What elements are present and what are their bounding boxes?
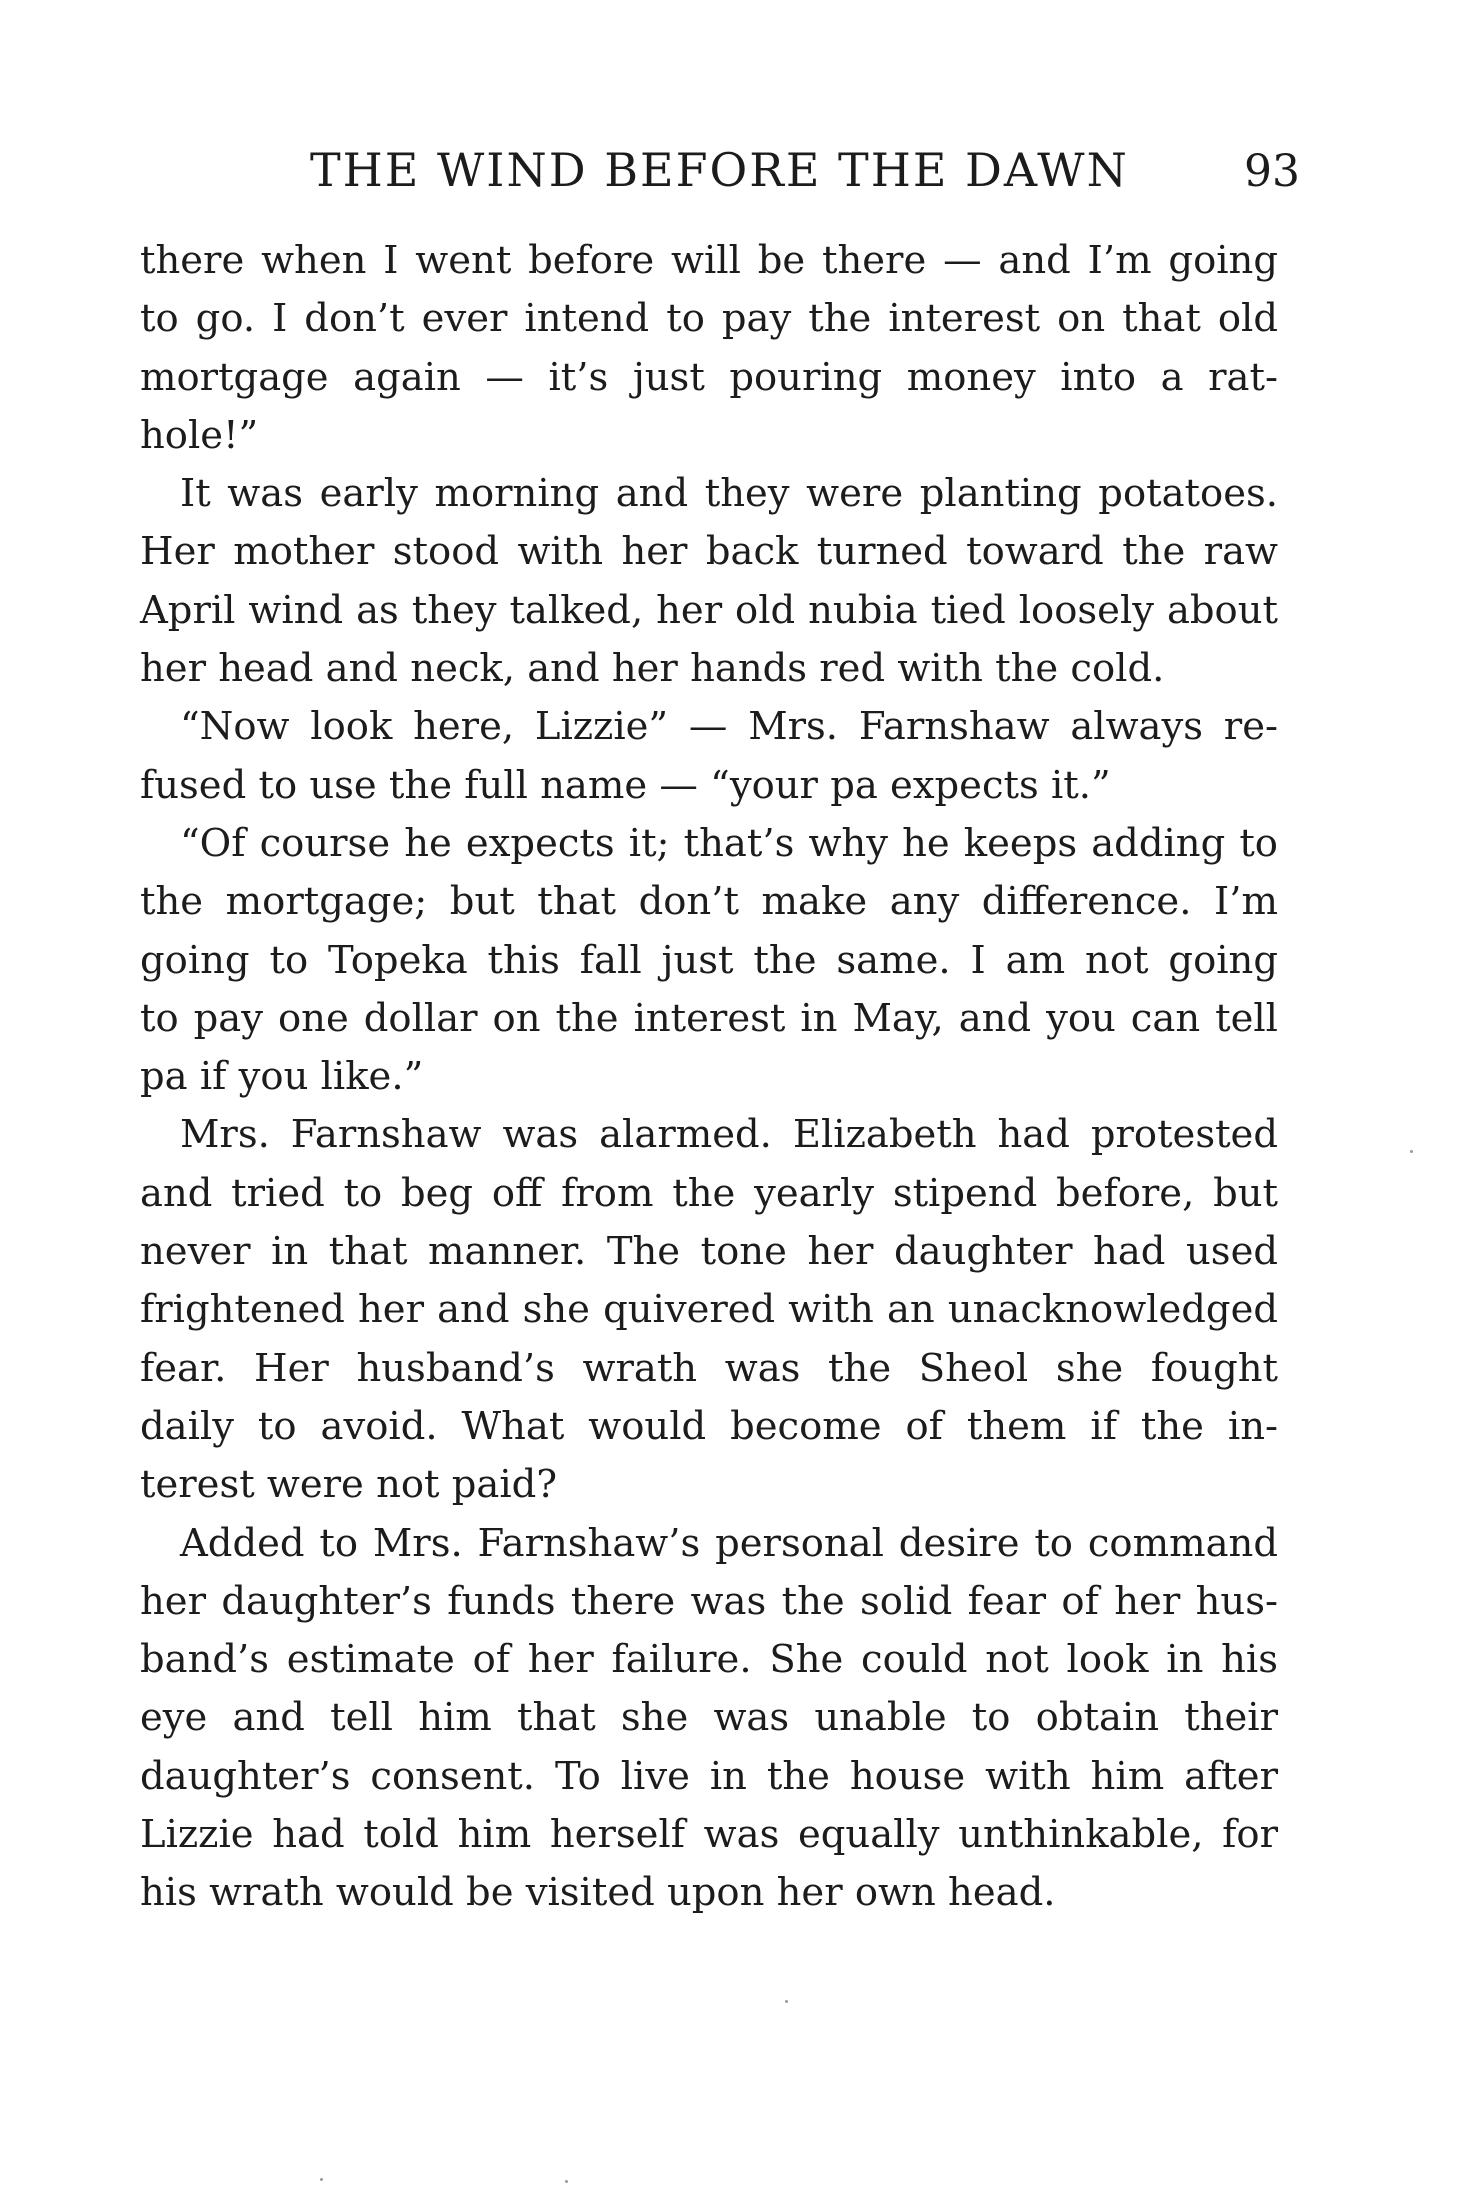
text-line: eye and tell him that she was unable to obtain their [140,1695,1278,1741]
text-line: It was early morning and they were planting potatoes. [180,471,1278,517]
text-line: “Of course he expects it; that’s why he keeps adding to [180,820,1278,866]
text-line: Her mother stood with her back turned toward the raw [140,529,1278,575]
text-line: fused to use the full name — “your pa expects it.” [140,762,1111,808]
page-number: 93 [1244,146,1300,197]
paper-speck [785,2000,788,2003]
text-line: Lizzie had told him herself was equally unthinkable, for [140,1812,1278,1858]
paper-speck [565,2180,568,2183]
text-line: her daughter’s funds there was the solid fear of her hus- [140,1578,1278,1624]
text-line: “Now look here, Lizzie” — Mrs. Farnshaw always re- [180,704,1278,750]
text-line: her head and neck, and her hands red with the cold. [140,646,1165,692]
running-head [140,140,1300,200]
text-line: going to Topeka this fall just the same. I am not going [140,937,1278,983]
paper-speck [1410,1150,1413,1153]
text-line: April wind as they talked, her old nubia tied loosely about [140,587,1278,633]
text-line: fear. Her husband’s wrath was the Sheol she fought [140,1345,1278,1391]
text-line: to go. I don’t ever intend to pay the interest on that old [140,296,1278,342]
body-text [140,232,1278,1923]
text-line: never in that manner. The tone her daughter had used [140,1229,1278,1275]
text-line: terest were not paid? [140,1462,557,1508]
text-line: the mortgage; but that don’t make any difference. I’m [140,879,1278,925]
text-line: Mrs. Farnshaw was alarmed. Elizabeth had protested [180,1112,1278,1158]
text-line: mortgage again — it’s just pouring money into a rat- [140,354,1278,400]
text-line: and tried to beg off from the yearly stipend before, but [140,1170,1278,1216]
text-line: his wrath would be visited upon her own head. [140,1870,1056,1916]
running-title: THE WIND BEFORE THE DAWN [310,143,1129,197]
text-line: daily to avoid. What would become of them if the in- [140,1403,1278,1449]
text-line: pa if you like.” [140,1054,424,1100]
text-line: there when I went before will be there — and I’m going [140,238,1278,283]
text-line: hole!” [140,412,259,458]
text-line: frightened her and she quivered with an unacknowledged [140,1287,1278,1333]
text-line: to pay one dollar on the interest in May, and you can tell [140,995,1278,1041]
paper-speck [320,2178,323,2181]
text-line: daughter’s consent. To live in the house with him after [140,1753,1278,1799]
text-line: band’s estimate of her failure. She could not look in his [140,1637,1278,1683]
text-line: Added to Mrs. Farnshaw’s personal desire to command [180,1520,1278,1566]
